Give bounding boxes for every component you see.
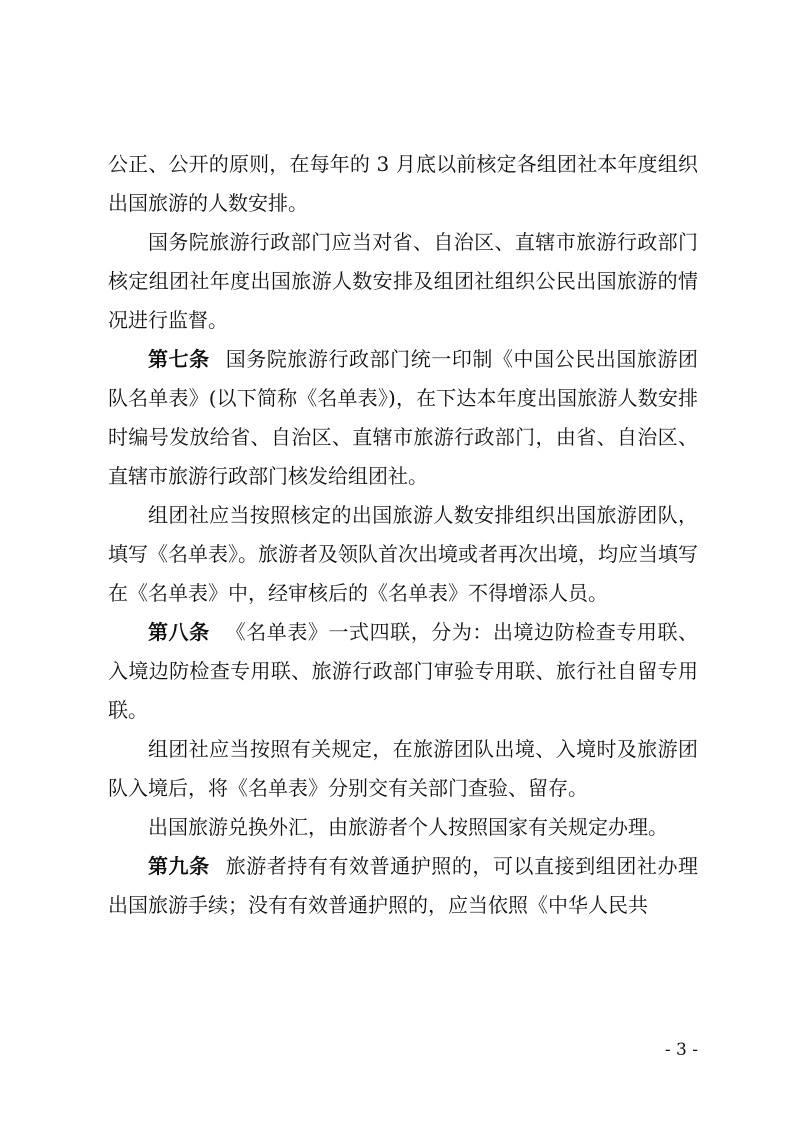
paragraph-2-text: 国务院旅游行政部门应当对省、自治区、直辖市旅游行政部门核定组团社年度出国旅游人数安排及组团社组织公民出国旅游的情况进行监督。 (108, 230, 698, 332)
article-7-label: 第七条 (148, 347, 210, 371)
article-9-text: 旅游者持有有效普通护照的，可以直接到组团社办理出国旅游手续；没有有效普通护照的，应当依照《中华人民共 (108, 854, 699, 917)
paragraph-4-text: 组团社应当按照核定的出国旅游人数安排组织出国旅游团队，填写《名单表》。旅游者及领队首次出境或者再次出境，均应当填写在《名单表》中，经审核后的《名单表》不得增添人员。 (108, 503, 698, 605)
paragraph-1-text: 公正、公开的原则，在每年的 3 月底以前核定各组团社本年度组织出国旅游的人数安排。 (108, 152, 698, 215)
article-8-text: 《名单表》一式四联，分为：出境边防检查专用联、入境边防检查专用联、旅游行政部门审验专用联、旅行社自留专用联。 (108, 620, 699, 722)
paragraph-4 (108, 496, 698, 613)
paragraph-6-text: 组团社应当按照有关规定，在旅游团队出境、入境时及旅游团队入境后，将《名单表》分别交有关部门查验、留存。 (108, 737, 698, 800)
document-body (108, 145, 698, 925)
article-7-text: 国务院旅游行政部门统一印制《中国公民出国旅游团队名单表》(以下简称《名单表》)，在下达本年度出国旅游人数安排时编号发放给省、自治区、直辖市旅游行政部门，由省、自治区、直辖市旅游行政部门核发给组团社。 (108, 347, 699, 488)
paragraph-7 (108, 808, 698, 847)
paragraph-7-text: 出国旅游兑换外汇，由旅游者个人按照国家有关规定办理。 (148, 815, 668, 839)
paragraph-6 (108, 730, 698, 808)
page-number: - 3 - (664, 1040, 698, 1060)
article-9-label: 第九条 (148, 854, 210, 878)
paragraph-2 (108, 223, 698, 340)
article-8-label: 第八条 (148, 620, 210, 644)
article-8-paragraph (108, 613, 698, 730)
paragraph-1 (108, 145, 698, 223)
article-9-paragraph (108, 847, 698, 925)
article-7-paragraph (108, 340, 698, 496)
